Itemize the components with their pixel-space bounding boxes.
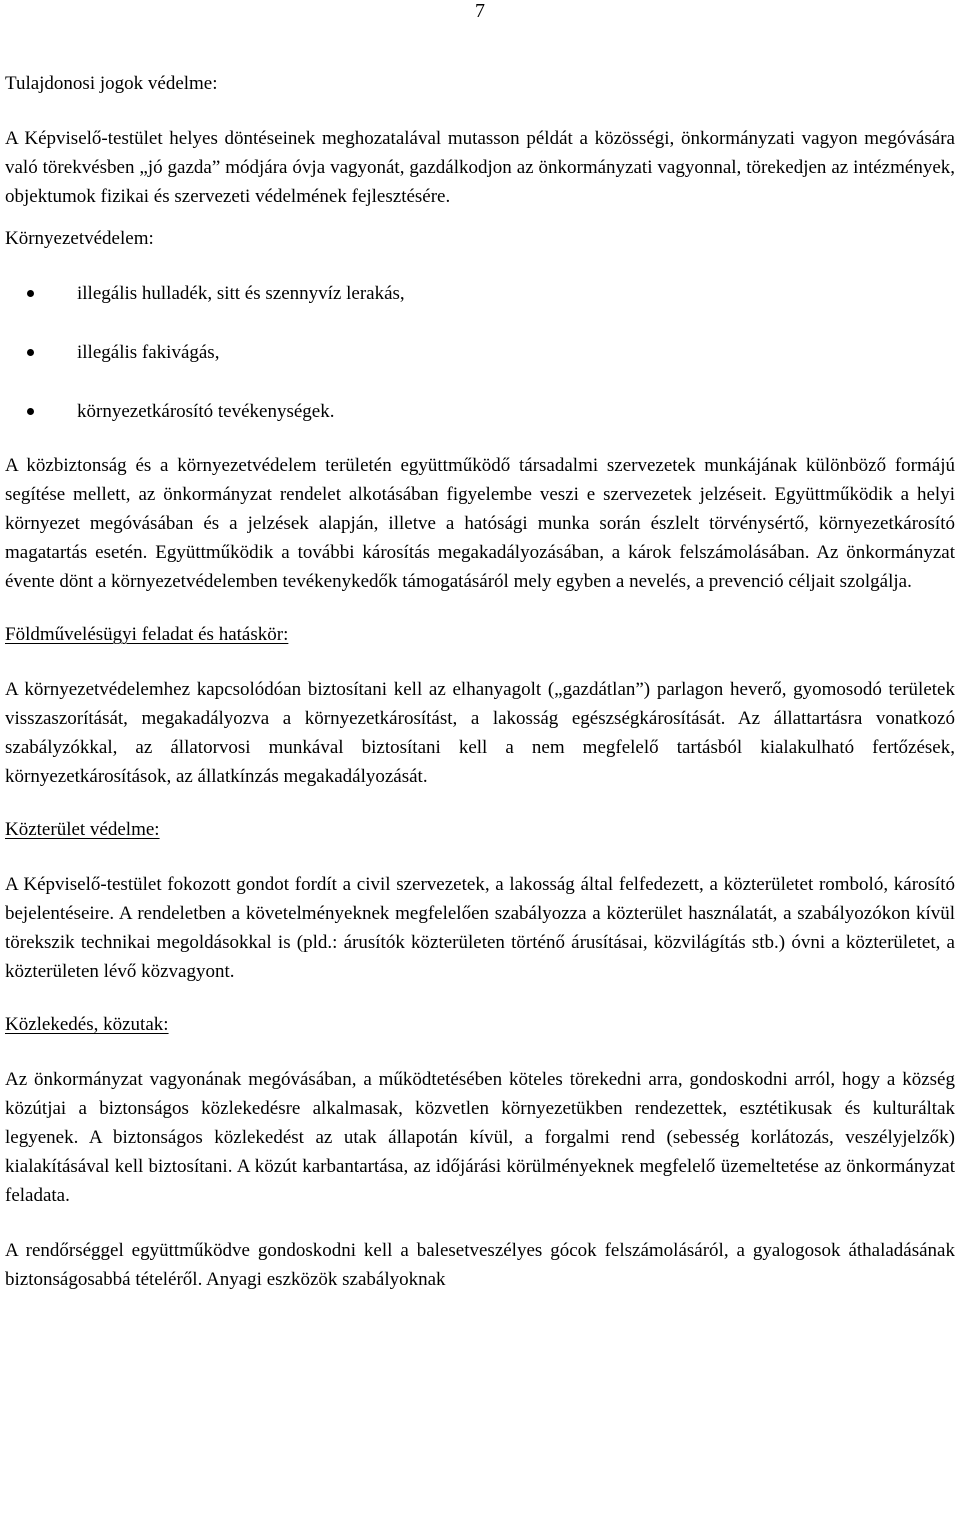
list-item: illegális hulladék, sitt és szennyvíz lerakás, <box>5 279 955 308</box>
paragraph-public-space: A Képviselő-testület fokozott gondot fordít a civil szervezetek, a lakosság által felfedezett, a közterületet romboló, károsító bejelentéseire. A rendeletben a követelményeknek megfelelően szabályozza a közterület használatát, a szabályozókon kívül törekszik technikai megoldásokkal is (pld.: árusítók közterületen történő árusításai, közvilágítás stb.) óvni a közterületet, a közterületen lévő közvagyont. <box>5 874 955 982</box>
heading-environment: Környezetvédelem: <box>5 228 154 249</box>
paragraph-transport-2: A rendőrséggel együttműködve gondoskodni kell a balesetveszélyes gócok felszámolásáról, a gyalogosok áthaladásának biztonságosabbá tételéről. Anyagi eszközök szabályoknak <box>5 1240 955 1290</box>
heading-ownership-rights: Tulajdonosi jogok védelme: <box>5 73 218 94</box>
heading-public-space: Közterület védelme: <box>5 819 160 840</box>
document-page <box>5 0 955 1294</box>
paragraph-ownership-rights: A Képviselő-testület helyes döntéseinek meghozatalával mutasson példát a közösségi, önkormányzati vagyon megóvására való törekvésben „jó gazda” módjára óvja vagyonát, gazdálkodjon az önkormányzati vagyonnal, törekedjen az intézmények, objektumok fizikai és szervezeti védelmének fejlesztésére. <box>5 128 955 207</box>
bullet-icon <box>27 349 34 356</box>
paragraph-environment: A közbiztonság és a környezetvédelem területén együttműködő társadalmi szervezetek munkájának különböző formájú segítése mellett, az önkormányzat rendelet alkotásában figyelembe veszi e szervezetek jelzéseit. Együttműködik a helyi környezet megóvásában és a jelzések alapján, illetve a hatósági munka során észlelt törvénysértő, környezetkárosító magatartás esetén. Együttműködik a további károsítás megakadályozásában, a károk felszámolásában. Az önkormányzat évente dönt a környezetvédelemben tevékenykedők támogatásáról mely egyben a nevelés, a prevenció céljait szolgálja. <box>5 455 955 592</box>
list-item: illegális fakivágás, <box>5 338 955 367</box>
page-number: 7 <box>475 0 485 22</box>
paragraph-agriculture: A környezetvédelemhez kapcsolódóan biztosítani kell az elhanyagolt („gazdátlan”) parlagon heverő, gyomosodó területek visszaszorítását, megakadályozva a környezetkárosítást, a lakosság egészségkárosítását. Az állattartásra vonatkozó szabályzókkal, az állatorvosi munkával biztosítani kell a nem megfelelő tartásból kialakulható fertőzések, környezetkárosítások, az állatkínzás megakadályozását. <box>5 679 955 787</box>
environment-list <box>5 279 955 426</box>
list-item: környezetkárosító tevékenységek. <box>5 397 955 426</box>
bullet-icon <box>27 290 34 297</box>
heading-agriculture: Földművelésügyi feladat és hatáskör: <box>5 624 289 645</box>
paragraph-transport-1: Az önkormányzat vagyonának megóvásában, a működtetésében köteles törekedni arra, gondoskodni arról, hogy a község közútjai a biztonságos közlekedésre alkalmasak, közvetlen környezetükben rendezettek, esztétikusak és kulturáltak legyenek. A biztonságos közlekedést az utak állapotán kívül, a forgalmi rend (sebesség korlátozás, veszélyjelzők) kialakításával kell biztosítani. A közút karbantartása, az időjárási körülményeknek megfelelő üzemeltetése az önkormányzat feladata. <box>5 1069 955 1206</box>
bullet-icon <box>27 408 34 415</box>
heading-transport: Közlekedés, közutak: <box>5 1014 169 1035</box>
